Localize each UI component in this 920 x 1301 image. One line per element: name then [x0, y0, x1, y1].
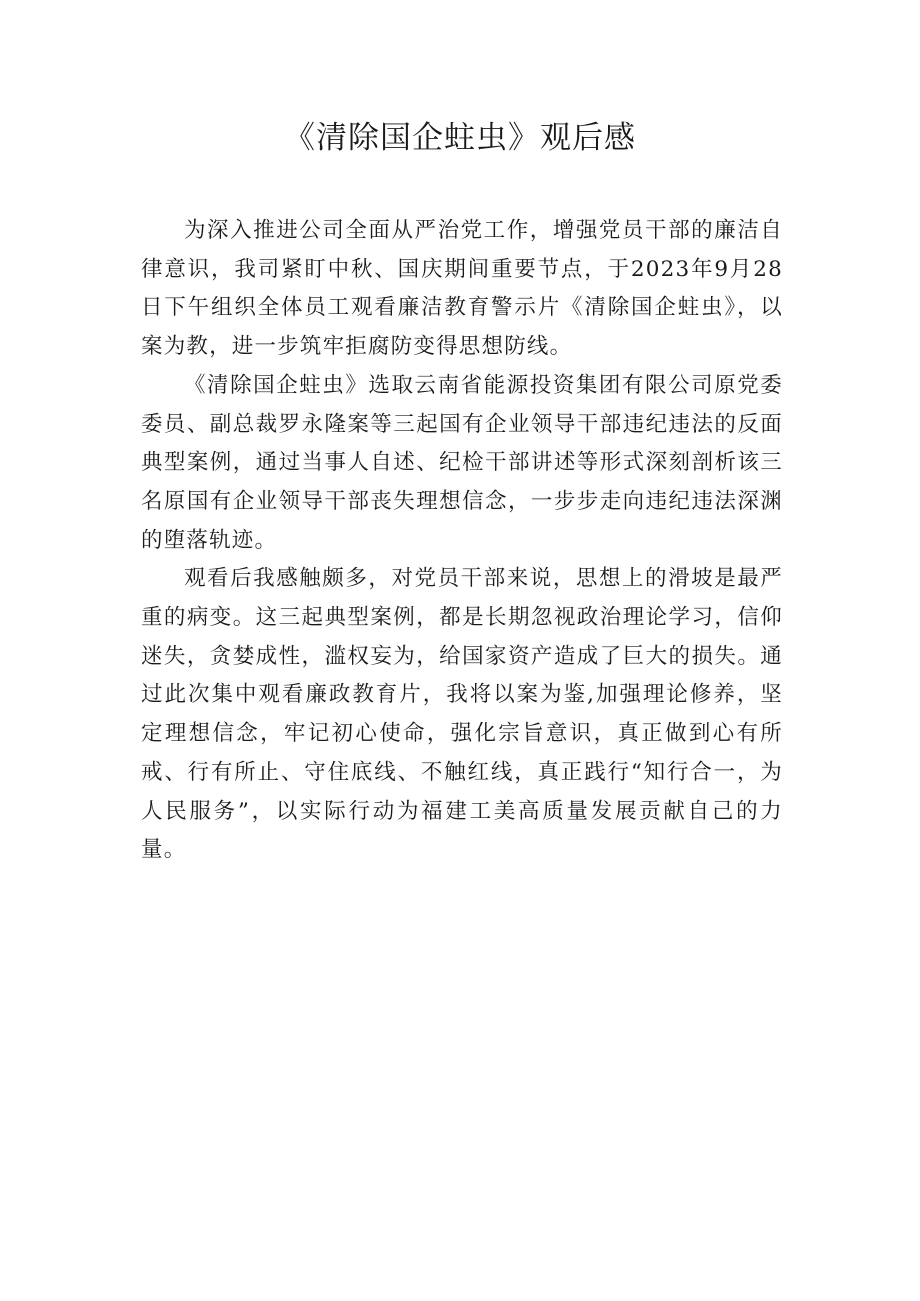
paragraph-2: 《清除国企蛀虫》选取云南省能源投资集团有限公司原党委委员、副总裁罗永隆案等三起国有企业领导干部违纪违法的反面典型案例，通过当事人自述、纪检干部讲述等形式深刻剖析该三名原国有企业领导干部丧失理想信念，一步步走向违纪违法深渊的堕落轨迹。: [141, 372, 783, 553]
document-body: [141, 212, 783, 870]
paragraph-1: 为深入推进公司全面从严治党工作，增强党员干部的廉洁自律意识，我司紧盯中秋、国庆期间重要节点，于2023年9月28日下午组织全体员工观看廉洁教育警示片《清除国企蛀虫》，以案为教，进一步筑牢拒腐防变得思想防线。: [141, 218, 783, 360]
page-title: 《清除国企蛀虫》观后感: [284, 120, 636, 156]
paragraph-3: 观看后我感触颇多，对党员干部来说，思想上的滑坡是最严重的病变。这三起典型案例，都是长期忽视政治理论学习，信仰迷失，贪婪成性，滥权妄为，给国家资产造成了巨大的损失。通过此次集中观看廉政教育片，我将以案为鉴,加强理论修养，坚定理想信念，牢记初心使命，强化宗旨意识，真正做到心有所戒、行有所止、守住底线、不触红线，真正践行“知行合一，为人民服务”，以实际行动为福建工美高质量发展贡献自己的力量。: [141, 566, 783, 863]
